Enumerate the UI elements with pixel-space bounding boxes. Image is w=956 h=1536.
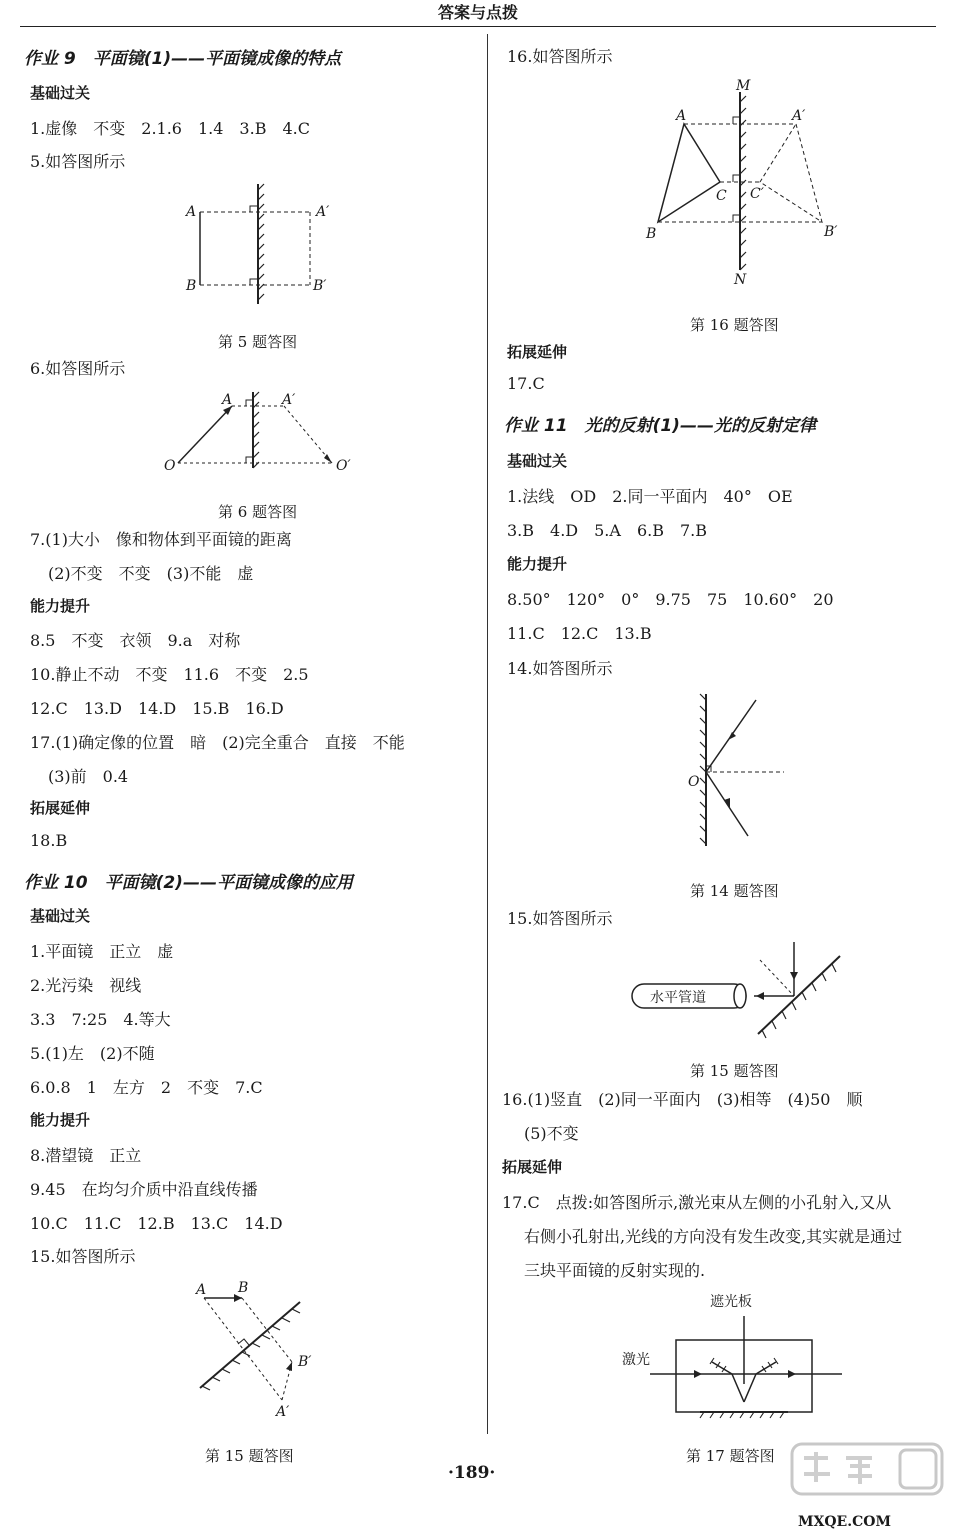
- watermark-logo: [790, 1440, 950, 1534]
- hw10-answer-8: 8.潜望镜 正立: [30, 1146, 142, 1165]
- fig6-label-a-image: A′: [282, 392, 296, 408]
- hw9-answer-12: 12.C 13.D 14.D 15.B 16.D: [30, 699, 284, 718]
- hw10-answer-15: 15.如答图所示: [30, 1247, 136, 1266]
- hw11-answer-3: 3.B 4.D 5.A 6.B 7.B: [507, 521, 707, 540]
- fig5-label-b-image: B′: [313, 278, 327, 294]
- fig17-diagram: [620, 1292, 850, 1426]
- page-header: 答案与点拨: [20, 0, 936, 27]
- fig17-laser-label: 激光: [622, 1352, 650, 1368]
- hw9-extension-heading: 拓展延伸: [30, 799, 91, 817]
- hw9-title: 作业 9 平面镜(1)——平面镜成像的特点: [24, 49, 342, 69]
- hw11-answer-16b: (5)不变: [524, 1124, 579, 1143]
- extension-heading: 拓展延伸: [507, 343, 568, 361]
- hw10-answer-6: 6.0.8 1 左方 2 不变 7.C: [30, 1078, 263, 1097]
- hw11-answer-17a: 17.C 点拨:如答图所示,激光束从左侧的小孔射入,又从: [502, 1193, 892, 1212]
- hw9-answer-17a: 17.(1)确定像的位置 暗 (2)完全重合 直接 不能: [30, 733, 405, 752]
- page-number: ·189·: [448, 1463, 496, 1483]
- hw9-answer-5: 5.如答图所示: [30, 152, 126, 171]
- answer-17: 17.C: [507, 374, 545, 393]
- hw10-ability-heading: 能力提升: [30, 1111, 91, 1129]
- hw11-basic-heading: 基础过关: [507, 452, 568, 470]
- hw9-answer-18: 18.B: [30, 831, 68, 850]
- hw9-basic-heading: 基础过关: [30, 84, 91, 102]
- hw10-basic-heading: 基础过关: [30, 907, 91, 925]
- hw11-ability-heading: 能力提升: [507, 555, 568, 573]
- hw11-answer-15: 15.如答图所示: [507, 909, 613, 928]
- hw11-answer-17c: 三块平面镜的反射实现的.: [524, 1261, 706, 1280]
- hw11-answer-11: 11.C 12.C 13.B: [507, 624, 652, 643]
- hw9-ability-heading: 能力提升: [30, 597, 91, 615]
- fig6-label-o: O: [164, 458, 176, 474]
- hw11-answer-17b: 右侧小孔射出,光线的方向没有发生改变,其实就是通过: [524, 1227, 903, 1246]
- fig16-label-m: M: [736, 78, 751, 94]
- fig16-caption: 第 16 题答图: [690, 316, 779, 334]
- svg-text:MXQE.COM: MXQE.COM: [798, 1514, 891, 1530]
- fig15l-label-b-image: B′: [298, 1354, 312, 1370]
- fig5-label-a: A: [186, 204, 197, 220]
- fig15-left-diagram: [190, 1278, 320, 1418]
- hw11-extension-heading: 拓展延伸: [502, 1158, 563, 1176]
- hw9-answer-8: 8.5 不变 衣领 9.a 对称: [30, 631, 241, 650]
- fig16-label-c-image: C′: [750, 186, 764, 202]
- fig6-diagram: [160, 390, 360, 476]
- fig16-label-c: C: [716, 188, 727, 204]
- hw11-answer-16a: 16.(1)竖直 (2)同一平面内 (3)相等 (4)50 顺: [502, 1090, 863, 1109]
- hw10-title: 作业 10 平面镜(2)——平面镜成像的应用: [24, 873, 353, 893]
- fig5-label-a-image: A′: [316, 204, 330, 220]
- fig17-caption: 第 17 题答图: [686, 1447, 775, 1465]
- hw9-answer-6: 6.如答图所示: [30, 359, 126, 378]
- hw10-answer-10: 10.C 11.C 12.B 13.C 14.D: [30, 1214, 283, 1233]
- fig6-label-o-image: O′: [336, 458, 351, 474]
- fig5-diagram: [180, 182, 360, 310]
- fig15l-label-a: A: [196, 1282, 207, 1298]
- fig6-caption: 第 6 题答图: [218, 503, 298, 521]
- fig5-caption: 第 5 题答图: [218, 333, 298, 351]
- fig16-label-b: B: [646, 226, 657, 242]
- fig15l-label-a-image: A′: [276, 1404, 290, 1420]
- fig15-left-caption: 第 15 题答图: [205, 1447, 294, 1465]
- hw10-answer-9: 9.45 在均匀介质中沿直线传播: [30, 1180, 258, 1199]
- hw9-answer-1: 1.虚像 不变 2.1.6 1.4 3.B 4.C: [30, 119, 310, 138]
- hw9-answer-7a: 7.(1)大小 像和物体到平面镜的距离: [30, 530, 292, 549]
- hw9-answer-7b: (2)不变 不变 (3)不能 虚: [48, 564, 254, 583]
- fig6-label-a: A: [222, 392, 233, 408]
- hw9-answer-17b: (3)前 0.4: [48, 767, 129, 786]
- fig17-shade-label: 遮光板: [710, 1294, 752, 1310]
- fig16-label-a-image: A′: [792, 108, 806, 124]
- hw10-answer-1: 1.平面镜 正立 虚: [30, 942, 174, 961]
- answer-16: 16.如答图所示: [507, 47, 613, 66]
- fig15l-label-b: B: [238, 1280, 249, 1296]
- column-divider: [487, 34, 488, 1434]
- fig16-label-b-image: B′: [824, 224, 838, 240]
- fig16-diagram: [640, 78, 860, 290]
- fig16-label-n: N: [734, 272, 747, 288]
- fig15-right-caption: 第 15 题答图: [690, 1062, 779, 1080]
- hw10-answer-3: 3.3 7:25 4.等大: [30, 1010, 171, 1029]
- fig16-label-a: A: [676, 108, 687, 124]
- hw11-answer-8: 8.50° 120° 0° 9.75 75 10.60° 20: [507, 590, 834, 609]
- hw11-answer-14: 14.如答图所示: [507, 659, 613, 678]
- hw11-answer-1: 1.法线 OD 2.同一平面内 40° OE: [507, 487, 793, 506]
- fig14-caption: 第 14 题答图: [690, 882, 779, 900]
- fig15-right-diagram: [626, 938, 866, 1042]
- hw10-answer-5: 5.(1)左 (2)不随: [30, 1044, 155, 1063]
- hw11-title: 作业 11 光的反射(1)——光的反射定律: [504, 416, 816, 436]
- fig5-label-b: B: [186, 278, 197, 294]
- hw10-answer-2: 2.光污染 视线: [30, 976, 142, 995]
- hw9-answer-10: 10.静止不动 不变 11.6 不变 2.5: [30, 665, 309, 684]
- fig15r-pipe-label: 水平管道: [650, 990, 706, 1006]
- fig14-label-o: O: [688, 774, 700, 790]
- fig14-diagram: [680, 690, 800, 850]
